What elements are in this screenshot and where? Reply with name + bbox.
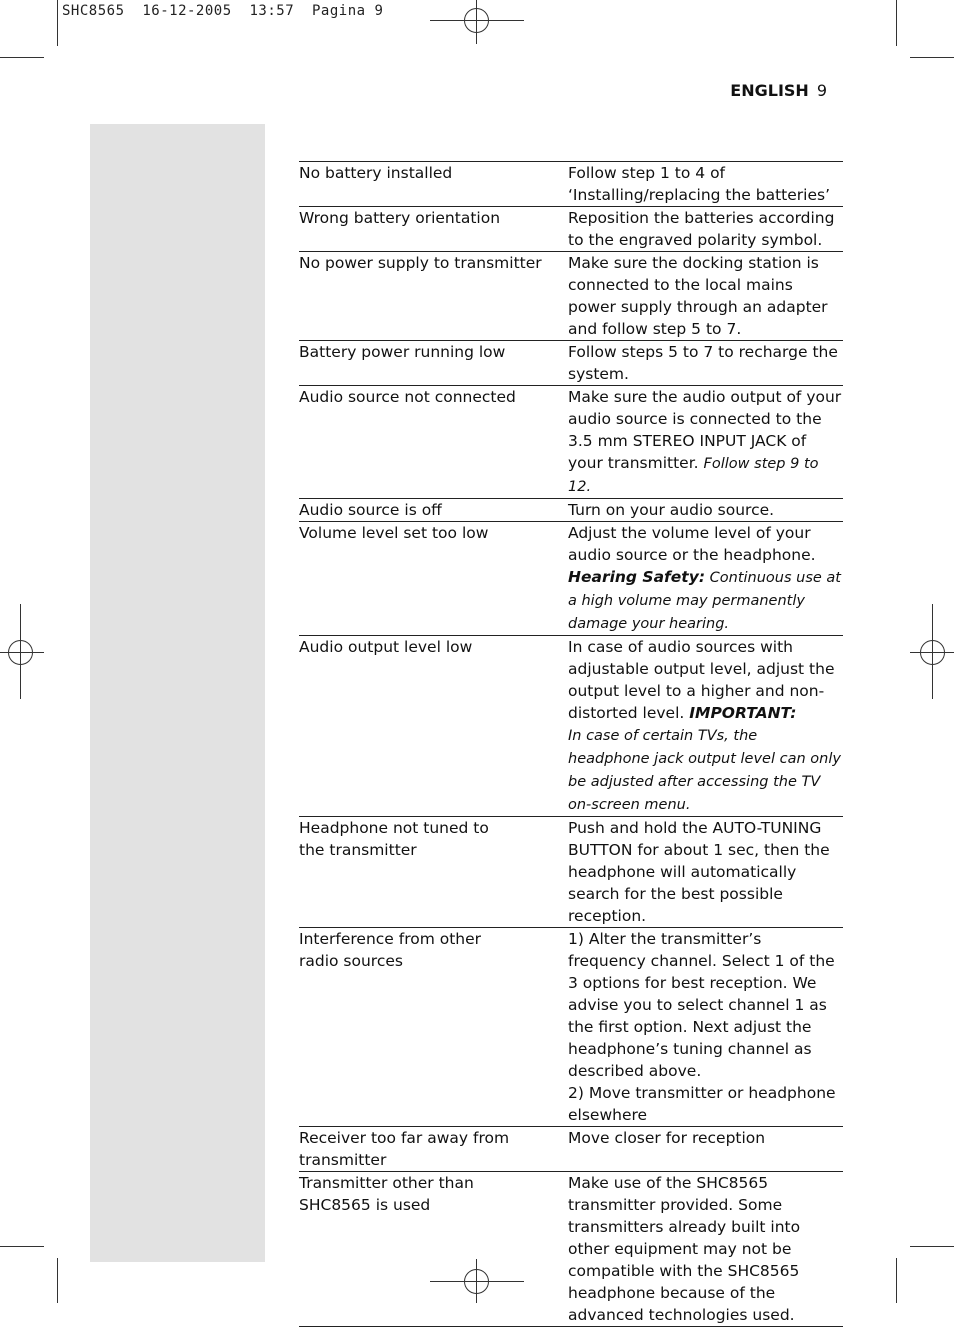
solution-cell: Turn on your audio source.: [568, 499, 843, 522]
solution-cell: [568, 636, 843, 817]
problem-cell: Transmitter other than SHC8565 is used: [299, 1172, 568, 1327]
solution-cell: Follow step 1 to 4 of ‘Installing/replacing the batteries’: [568, 162, 843, 207]
hearing-safety-label: Hearing Safety:: [568, 568, 706, 586]
gray-sidebar: [90, 124, 265, 1262]
problem-cell: Audio source not connected: [299, 386, 568, 499]
problem-cell: Battery power running low: [299, 341, 568, 386]
solution-cell: Move closer for reception: [568, 1127, 843, 1172]
problem-cell: Wrong battery orientation: [299, 207, 568, 252]
problem-cell: Interference from other radio sources: [299, 928, 568, 1127]
solution-cell: Reposition the batteries according to the engraved polarity symbol.: [568, 207, 843, 252]
table-row: [299, 1172, 843, 1327]
problem-cell: Volume level set too low: [299, 522, 568, 636]
problem-cell: Audio source is off: [299, 499, 568, 522]
solution-note: Follow step 9 to 12.: [568, 456, 819, 495]
table-row: [299, 522, 843, 636]
table-row: [299, 499, 843, 522]
solution-cell: [568, 522, 843, 636]
page-header: [730, 81, 827, 100]
solution-text: Make sure the audio output of your audio source is connected to the 3.5 mm STEREO INPUT JACK of your transmitter.: [568, 388, 842, 472]
table-row: [299, 1127, 843, 1172]
table-row: [299, 162, 843, 207]
solution-cell: Push and hold the AUTO-TUNING BUTTON for about 1 sec, then the headphone will automatically search for the best possible reception.: [568, 817, 843, 928]
problem-cell: No power supply to transmitter: [299, 252, 568, 341]
important-label: IMPORTANT:: [689, 704, 797, 722]
page-number: 9: [816, 81, 827, 100]
problem-cell: No battery installed: [299, 162, 568, 207]
problem-cell: Headphone not tuned to the transmitter: [299, 817, 568, 928]
troubleshooting-table: [299, 161, 843, 1327]
problem-cell: Audio output level low: [299, 636, 568, 817]
solution-text: In case of audio sources with adjustable output level, adjust the output level to a higher and non-distorted level.: [568, 638, 835, 722]
table-row: [299, 252, 843, 341]
print-slug: SHC8565 16-12-2005 13:57 Pagina 9: [62, 3, 384, 19]
solution-cell: Follow steps 5 to 7 to recharge the system.: [568, 341, 843, 386]
table-row: [299, 386, 843, 499]
table-row: [299, 817, 843, 928]
hearing-safety-note: Continuous use at a high volume may permanently damage your hearing.: [568, 570, 841, 632]
table-row: [299, 928, 843, 1127]
table-row: [299, 341, 843, 386]
solution-text: Adjust the volume level of your audio source or the headphone.: [568, 524, 816, 564]
solution-cell: Make sure the docking station is connected to the local mains power supply through an adapter and follow step 5 to 7.: [568, 252, 843, 341]
solution-cell: Make use of the SHC8565 transmitter provided. Some transmitters already built into other equipment may not be compatible with the SHC8565 headphone because of the advanced technologies used.: [568, 1172, 843, 1327]
solution-cell: 1) Alter the transmitter’s frequency channel. Select 1 of the 3 options for best reception. We advise you to select channel 1 as the first option. Next adjust the headphone’s tuning channel as described above. 2) Move transmitter or headphone elsewhere: [568, 928, 843, 1127]
table-row: [299, 207, 843, 252]
language-label: ENGLISH: [730, 81, 809, 100]
table-row: [299, 636, 843, 817]
problem-cell: Receiver too far away from transmitter: [299, 1127, 568, 1172]
important-note: In case of certain TVs, the headphone jack output level can only be adjusted after accessing the TV on-screen menu.: [568, 728, 841, 813]
solution-cell: [568, 386, 843, 499]
